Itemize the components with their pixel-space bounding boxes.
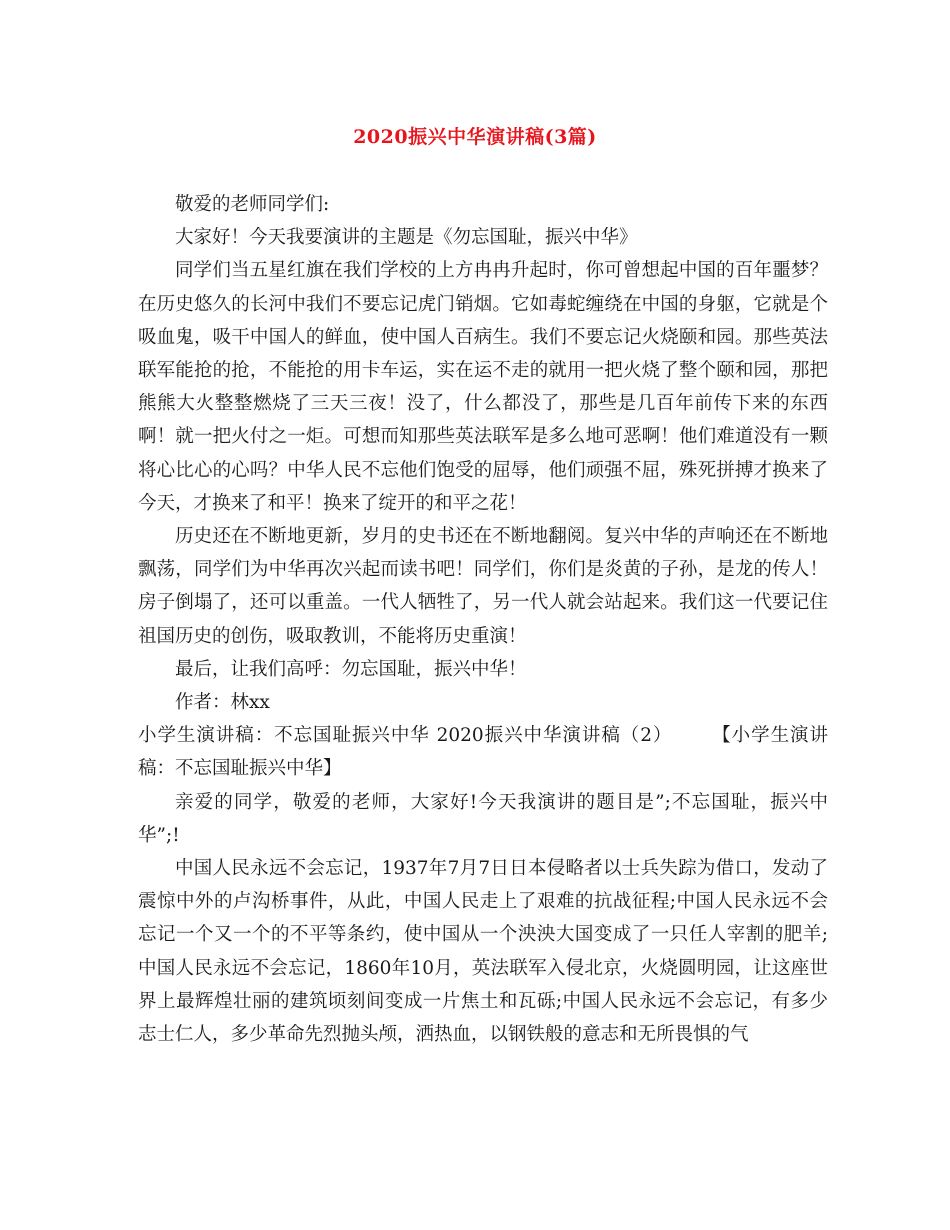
paragraph-greeting: 大家好！今天我要演讲的主题是《勿忘国耻，振兴中华》: [175, 227, 638, 249]
document-title: 2020振兴中华演讲稿(3篇): [353, 126, 597, 148]
paragraph-speech2-body: 中国人民永远不会忘记，1937年7月7日日本侵略者以士兵失踪为借口，发动了震惊中外的卢沟桥事件，从此，中国人民走上了艰难的抗战征程;中国人民永远不会忘记一个又一个的不平等条约，使中国从一个泱泱大国变成了一只任人宰割的肥羊;中国人民永远不会忘记，1860年10月，英法联军入侵北京，火烧圆明园，让这座世界上最辉煌壮丽的建筑顷刻间变成一片焦土和瓦砾;中国人民永远不会忘记，有多少志士仁人，多少革命先烈抛头颅，洒热血，以钢铁般的意志和无所畏惧的气: [138, 858, 828, 1046]
document-body: [138, 188, 828, 1051]
paragraph-section-heading: 小学生演讲稿：不忘国耻振兴中华 2020振兴中华演讲稿（2） 【小学生演讲稿：不忘国耻振兴中华】: [138, 725, 828, 780]
paragraph-renewal: 历史还在不断地更新，岁月的史书还在不断地翻阅。复兴中华的声响还在不断地飘荡，同学们为中华再次兴起而读书吧！同学们，你们是炎黄的子孙，是龙的传人！房子倒塌了，还可以重盖。一代人牺牲了，另一代人就会站起来。我们这一代要记住祖国历史的创伤，吸取教训，不能将历史重演！: [138, 526, 828, 647]
paragraph-closing: 最后，让我们高呼：勿忘国耻，振兴中华！: [175, 658, 527, 680]
paragraph-history: 同学们当五星红旗在我们学校的上方冉冉升起时，你可曾想起中国的百年噩梦？在历史悠久的长河中我们不要忘记虎门销烟。它如毒蛇缠绕在中国的身躯，它就是个吸血鬼，吸干中国人的鲜血，使中国人百病生。我们不要忘记火烧颐和园。那些英法联军能抢的抢，不能抢的用卡车运，实在运不走的就用一把火烧了整个颐和园，那把熊熊大火整整燃烧了三天三夜！没了，什么都没了，那些是几百年前传下来的东西啊！就一把火付之一炬。可想而知那些英法联军是多么地可恶啊！他们难道没有一颗将心比心的心吗？中华人民不忘他们饱受的屈辱，他们顽强不屈，殊死拼搏才换来了今天，才换来了和平！换来了绽开的和平之花！: [138, 260, 828, 514]
paragraph-speech2-greeting: 亲爱的同学，敬爱的老师，大家好!今天我演讲的题目是”;不忘国耻，振兴中华”;!: [138, 791, 828, 846]
paragraph-salutation: 敬爱的老师同学们:: [175, 194, 330, 215]
paragraph-author: 作者：林xx: [175, 692, 270, 714]
